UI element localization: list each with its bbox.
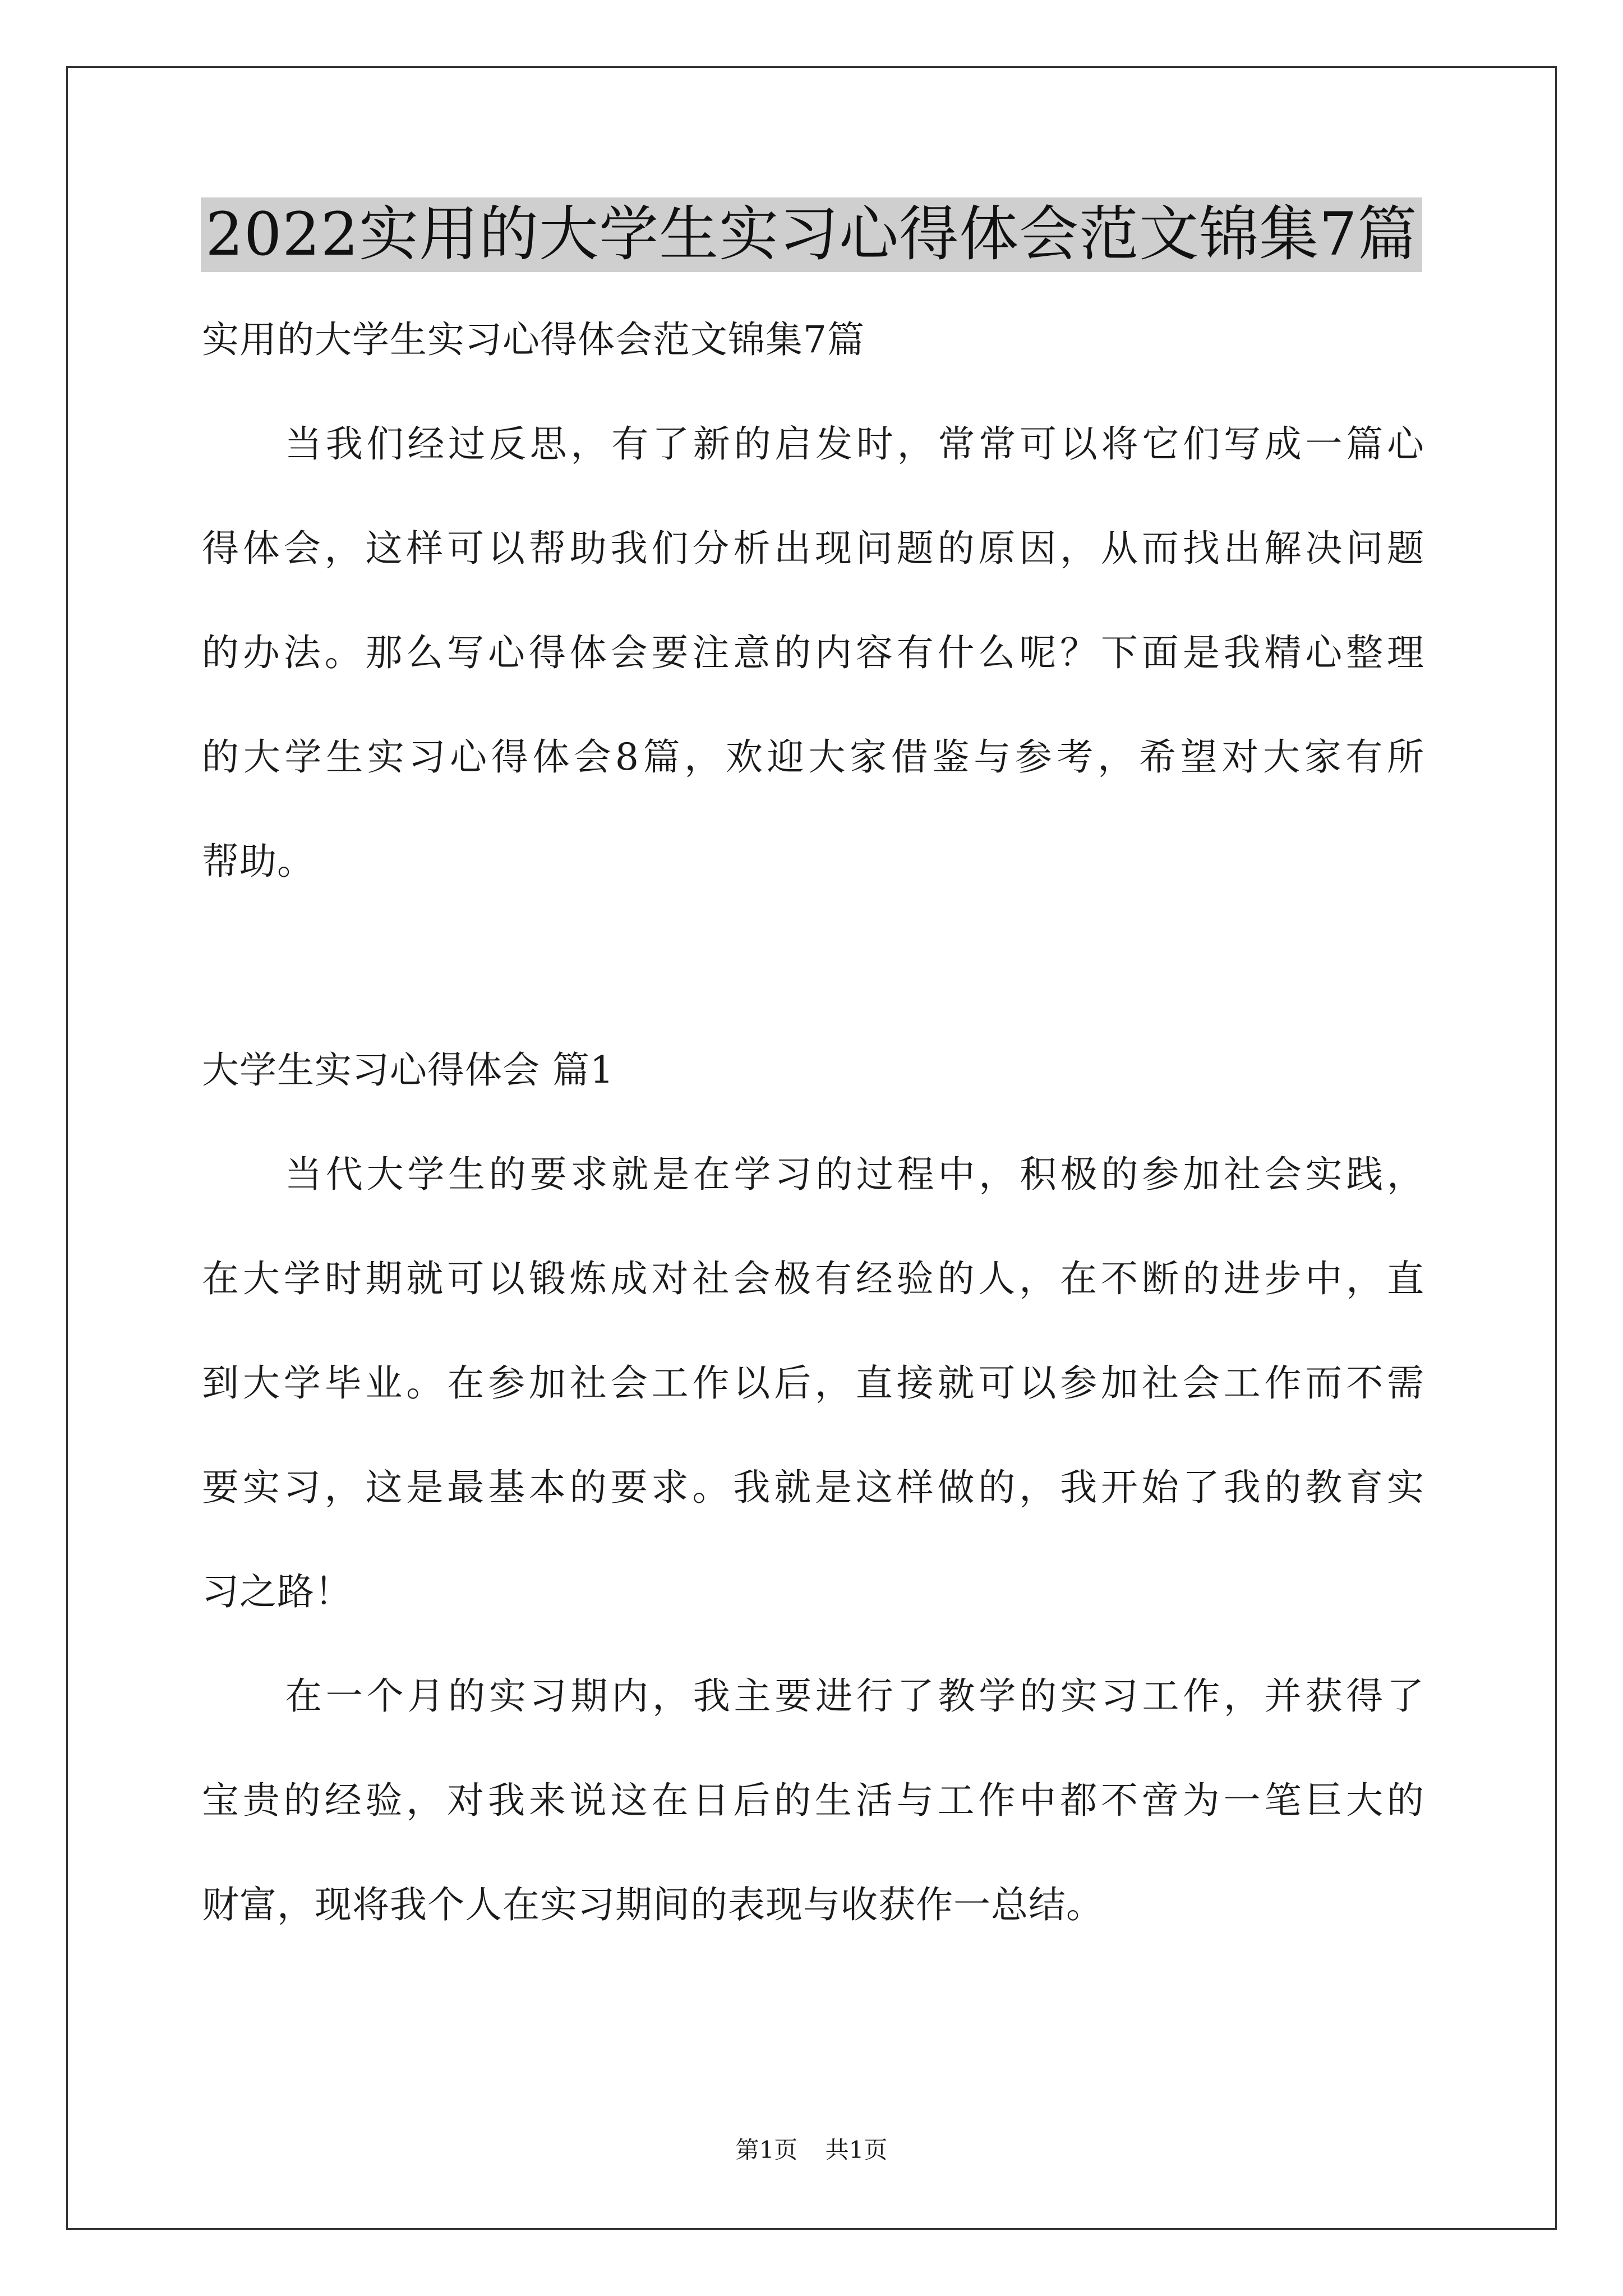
paragraph-line: 要实习，这是最基本的要求。我就是这样做的，我开始了我的教育实 xyxy=(202,1466,1424,1509)
paragraph-line: 习之路！ xyxy=(202,1570,352,1613)
page-number: 第1页 xyxy=(735,2136,798,2164)
title-container xyxy=(0,197,1623,272)
page-footer xyxy=(0,2132,1623,2165)
section-heading: 大学生实习心得体会 篇1 xyxy=(202,1048,614,1092)
intro-line: 当我们经过反思，有了新的启发时，常常可以将它们写成一篇心 xyxy=(285,422,1424,466)
paragraph-2 xyxy=(202,1671,1424,1931)
document-title: 2022实用的大学生实习心得体会范文锦集7篇 xyxy=(201,197,1422,272)
paragraph-line: 到大学毕业。在参加社会工作以后，直接就可以参加社会工作而不需 xyxy=(202,1361,1424,1405)
intro-line: 的办法。那么写心得体会要注意的内容有什么呢？下面是我精心整理 xyxy=(202,631,1424,674)
paragraph-line: 在一个月的实习期内，我主要进行了教学的实习工作，并获得了 xyxy=(285,1674,1424,1718)
page-total: 共1页 xyxy=(825,2136,888,2164)
intro-line: 的大学生实习心得体会8篇，欢迎大家借鉴与参考，希望对大家有所 xyxy=(202,735,1424,779)
intro-line: 得体会，这样可以帮助我们分析出现问题的原因，从而找出解决问题 xyxy=(202,527,1424,570)
paragraph-line: 当代大学生的要求就是在学习的过程中，积极的参加社会实践， xyxy=(285,1153,1424,1196)
intro-line: 帮助。 xyxy=(202,840,315,883)
paragraph-line: 宝贵的经验，对我来说这在日后的生活与工作中都不啻为一笔巨大的 xyxy=(202,1779,1424,1822)
paragraph-line: 财富，现将我个人在实习期间的表现与收获作一总结。 xyxy=(202,1883,1104,1926)
intro-paragraph xyxy=(202,418,1424,887)
paragraph-line: 在大学时期就可以锻炼成对社会极有经验的人，在不断的进步中，直 xyxy=(202,1257,1424,1300)
document-body xyxy=(202,314,1424,1931)
document-subtitle: 实用的大学生实习心得体会范文锦集7篇 xyxy=(202,318,865,361)
paragraph-1 xyxy=(202,1149,1424,1618)
